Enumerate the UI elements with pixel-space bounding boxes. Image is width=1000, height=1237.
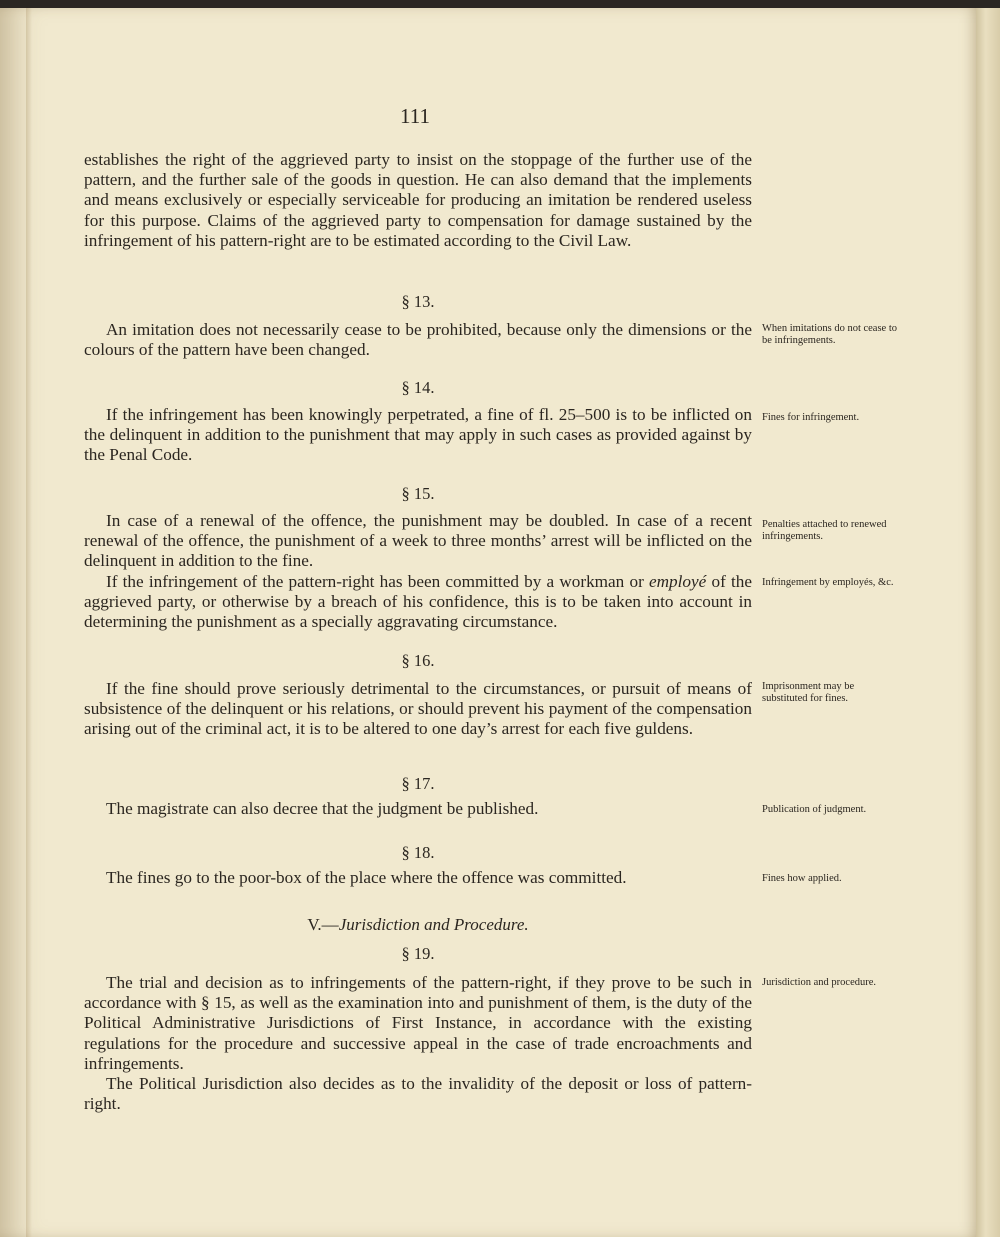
paragraph-text: If the fine should prove seriously detrimental to the circumstances, or pursuit of means of subsistence of the delinquent or his relations, or should prevent his payment of the compensation arising out of the criminal act, it is to be altered to one day’s arrest for each five guldens.	[84, 679, 752, 739]
chapter-heading	[84, 915, 752, 935]
section-19-label: § 19.	[401, 944, 435, 963]
heading-title: Jurisdiction and Procedure.	[338, 915, 529, 934]
section-13-label: § 13.	[401, 292, 435, 311]
paragraph-text-employe	[84, 572, 752, 633]
sidenote-s16: Imprisonment may be substituted for fines.	[762, 681, 855, 704]
section-17-label: § 17.	[401, 774, 435, 793]
paragraph-text: The fines go to the poor-box of the place where the offence was committed.	[106, 868, 627, 887]
section-19-body	[84, 973, 752, 1114]
paragraph-text: The Political Jurisdiction also decides as to the invalidity of the deposit or loss of pattern-right.	[84, 1074, 752, 1114]
paragraph-text-part: If the infringement of the pattern-right has been committed by a workman or	[106, 571, 644, 591]
heading-prefix: V.—	[307, 915, 339, 934]
section-13-body	[84, 320, 752, 360]
section-18-body	[84, 868, 752, 888]
sidenote-s17: Publication of judgment.	[762, 804, 867, 815]
sidenote-s15b: Infringement by employés, &c.	[762, 577, 894, 588]
paragraph-text: establishes the right of the aggrieved party to insist on the stoppage of the further use of the pattern, and the further sale of the goods in question. He can also demand that the implements and means exclusively or especially serviceable for producing an imitation be rendered useless for this purpose. Claims of the aggrieved party to compensation for damage sustained by the infringement of his pattern-right are to be estimated according to the Civil Law.	[84, 150, 752, 250]
sidenote-s15a: Penalties attached to renewed infringements.	[762, 519, 887, 542]
sidenote-s18: Fines how applied.	[762, 873, 842, 884]
page-gutter	[26, 8, 32, 1237]
section-16-label: § 16.	[401, 651, 435, 670]
section-17-body	[84, 799, 752, 819]
section-18-label: § 18.	[401, 843, 435, 862]
section-14-body	[84, 405, 752, 466]
sidenote-s19: Jurisdiction and procedure.	[762, 977, 877, 988]
paragraph-text: An imitation does not necessarily cease to be prohibited, because only the dimensions or the colours of the pattern have been changed.	[84, 320, 752, 360]
section-15-body	[84, 511, 752, 632]
page-edge	[976, 8, 1000, 1237]
sidenote-s13: When imitations do not cease to be infringements.	[762, 323, 898, 346]
paragraph-text: In case of a renewal of the offence, the punishment may be doubled. In case of a recent renewal of the offence, the punishment of a week to three months’ arrest will be inflicted on the delinquent in addition to the fine.	[84, 511, 752, 571]
italic-term: employé	[649, 571, 707, 591]
page-number: 111	[400, 104, 430, 128]
section-14-label: § 14.	[401, 378, 435, 397]
sidenote-s14: Fines for infringement.	[762, 412, 860, 423]
section-15-label: § 15.	[401, 484, 435, 503]
paragraph-text-part: of the aggrieved party, or otherwise by a breach of his confidence, this is to be taken into account in determining the punishment as a specially aggravating circumstance.	[84, 571, 752, 632]
paragraph-intro	[84, 150, 752, 251]
paragraph-text: The trial and decision as to infringements of the pattern-right, if they prove to be such in accordance with § 15, as well as the examination into and punishment of them, is the duty of the Political Administrative Jurisdictions of First Instance, in accordance with the existing regulations for the procedure and successive appeal in the case of trade encroachments and infringements.	[84, 973, 752, 1073]
paragraph-text: The magistrate can also decree that the judgment be published.	[106, 799, 539, 818]
paragraph-text: If the infringement has been knowingly perpetrated, a fine of fl. 25–500 is to be inflicted on the delinquent in addition to the punishment that may apply in such cases as provided against by the Penal Code.	[84, 405, 752, 465]
section-16-body	[84, 679, 752, 740]
